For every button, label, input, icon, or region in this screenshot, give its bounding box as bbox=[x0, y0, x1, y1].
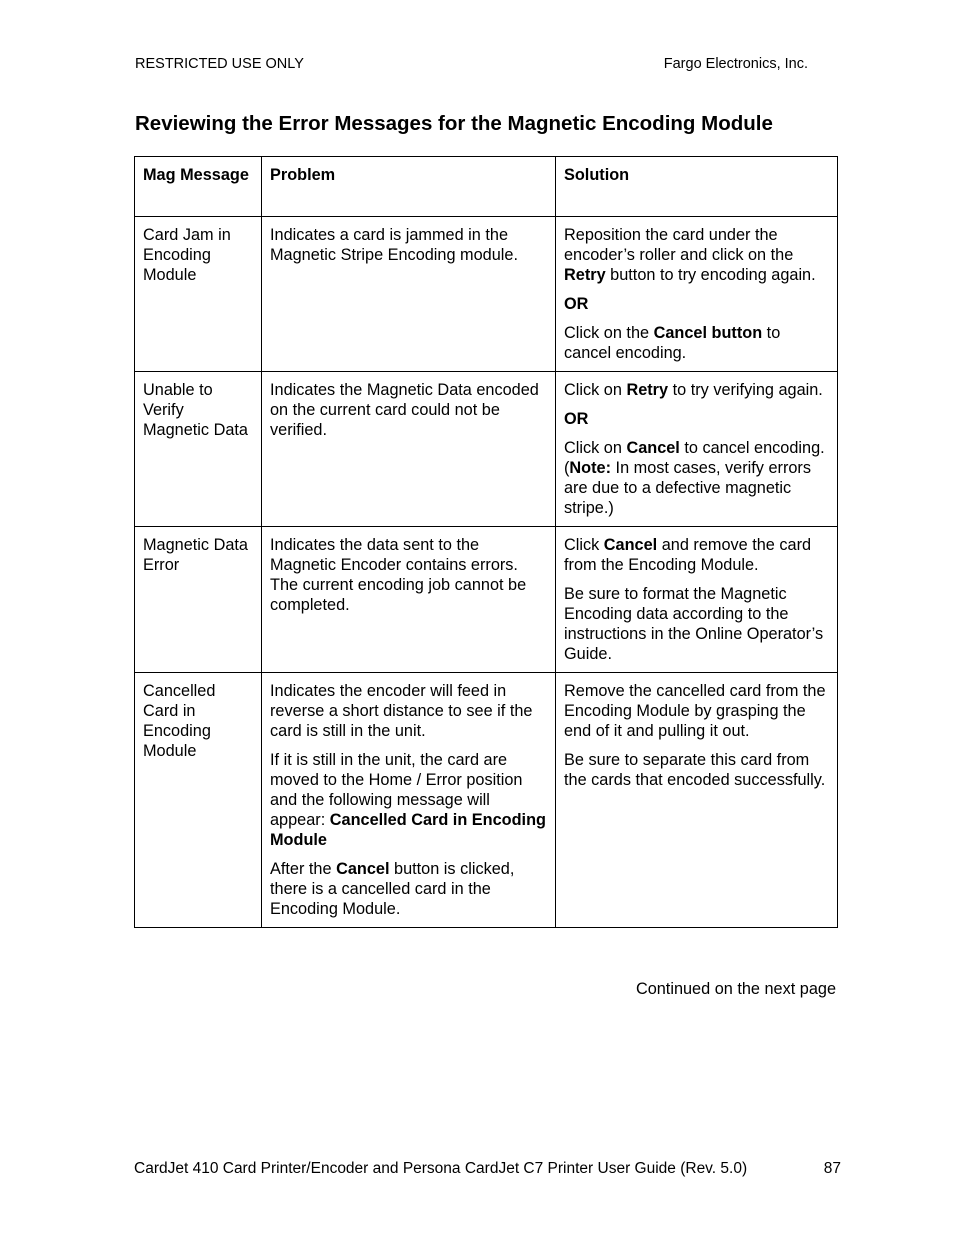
cell-message: Magnetic Data Error bbox=[135, 527, 262, 673]
text: Click bbox=[564, 536, 604, 554]
paragraph bbox=[564, 323, 829, 363]
cell-problem bbox=[262, 372, 556, 527]
cell-solution bbox=[556, 372, 838, 527]
text: button is clicked, there is a cancelled card in the Encoding Module. bbox=[270, 860, 515, 918]
text: Remove the cancelled card from the Encoding Module by grasping the end of it and pulling it out. bbox=[564, 682, 826, 740]
bold-text: Cancel button bbox=[653, 324, 763, 342]
bold-text: Cancel bbox=[603, 536, 658, 554]
header-solution: Solution bbox=[556, 157, 838, 217]
table-row bbox=[135, 372, 838, 527]
header-left: RESTRICTED USE ONLY bbox=[135, 56, 304, 72]
bold-text: OR bbox=[564, 295, 589, 313]
header-right: Fargo Electronics, Inc. bbox=[663, 56, 808, 72]
cell-solution bbox=[556, 217, 838, 372]
paragraph bbox=[564, 438, 829, 518]
bold-text: Cancel bbox=[336, 860, 390, 878]
paragraph bbox=[564, 225, 829, 285]
text: In most cases, verify errors are due to a defective magnetic stripe.) bbox=[564, 459, 811, 517]
text: to cancel encoding. bbox=[564, 324, 781, 362]
paragraph bbox=[564, 681, 829, 741]
text: Be sure to separate this card from the cards that encoded successfully. bbox=[564, 751, 826, 789]
text: button to try encoding again. bbox=[605, 266, 816, 284]
bold-text: Retry bbox=[564, 266, 606, 284]
paragraph bbox=[564, 750, 829, 790]
page-title: Reviewing the Error Messages for the Magnetic Encoding Module bbox=[135, 112, 773, 135]
table-row bbox=[135, 217, 838, 372]
text: Click on bbox=[564, 381, 627, 399]
text: and remove the card from the Encoding Module. bbox=[564, 536, 812, 574]
paragraph bbox=[564, 294, 829, 314]
cell-solution bbox=[556, 673, 838, 928]
continued-note: Continued on the next page bbox=[635, 980, 836, 998]
text: Click on the bbox=[564, 324, 654, 342]
text: After the bbox=[270, 860, 337, 878]
header-problem: Problem bbox=[262, 157, 556, 217]
text: Click on bbox=[564, 439, 627, 457]
cell-message: Unable to Verify Magnetic Data bbox=[135, 372, 262, 527]
paragraph bbox=[564, 584, 829, 664]
error-messages-table bbox=[134, 156, 838, 928]
table-header-row bbox=[135, 157, 838, 217]
paragraph bbox=[564, 535, 829, 575]
cell-solution bbox=[556, 527, 838, 673]
text: Be sure to format the Magnetic Encoding data according to the instructions in the Online Operator’s Guide. bbox=[564, 585, 824, 663]
bold-text: Cancel bbox=[626, 439, 680, 457]
paragraph bbox=[270, 859, 547, 919]
paragraph bbox=[564, 409, 829, 429]
text: to cancel encoding. ( bbox=[564, 439, 825, 477]
page-number: 87 bbox=[823, 1160, 841, 1177]
cell-problem bbox=[262, 527, 556, 673]
table-row bbox=[135, 673, 838, 928]
table-row bbox=[135, 527, 838, 673]
text: to try verifying again. bbox=[668, 381, 823, 399]
bold-text: Cancelled Card in Encoding Module bbox=[270, 811, 546, 849]
bold-text: OR bbox=[564, 410, 589, 428]
paragraph bbox=[270, 681, 547, 741]
paragraph bbox=[270, 750, 547, 850]
cell-message: Cancelled Card in Encoding Module bbox=[135, 673, 262, 928]
header-mag-message: Mag Message bbox=[135, 157, 262, 217]
text: If it is still in the unit, the card are moved to the Home / Error position and the following message will appear: bbox=[270, 751, 523, 829]
problem-text: Indicates the data sent to the Magnetic Encoder contains errors. The current encoding job cannot be completed. bbox=[270, 536, 527, 614]
problem-text: Indicates a card is jammed in the Magnetic Stripe Encoding module. bbox=[270, 226, 518, 264]
cell-problem bbox=[262, 217, 556, 372]
text: Indicates the encoder will feed in reverse a short distance to see if the card is still in the unit. bbox=[270, 682, 533, 740]
paragraph bbox=[564, 380, 829, 400]
problem-text: Indicates the Magnetic Data encoded on the current card could not be verified. bbox=[270, 381, 539, 439]
bold-text: Note: bbox=[569, 459, 612, 477]
cell-problem bbox=[262, 673, 556, 928]
cell-message: Card Jam in Encoding Module bbox=[135, 217, 262, 372]
bold-text: Retry bbox=[626, 381, 669, 399]
text: Reposition the card under the encoder’s roller and click on the bbox=[564, 226, 794, 264]
footer-title: CardJet 410 Card Printer/Encoder and Persona CardJet C7 Printer User Guide (Rev. 5.0) bbox=[134, 1160, 748, 1177]
